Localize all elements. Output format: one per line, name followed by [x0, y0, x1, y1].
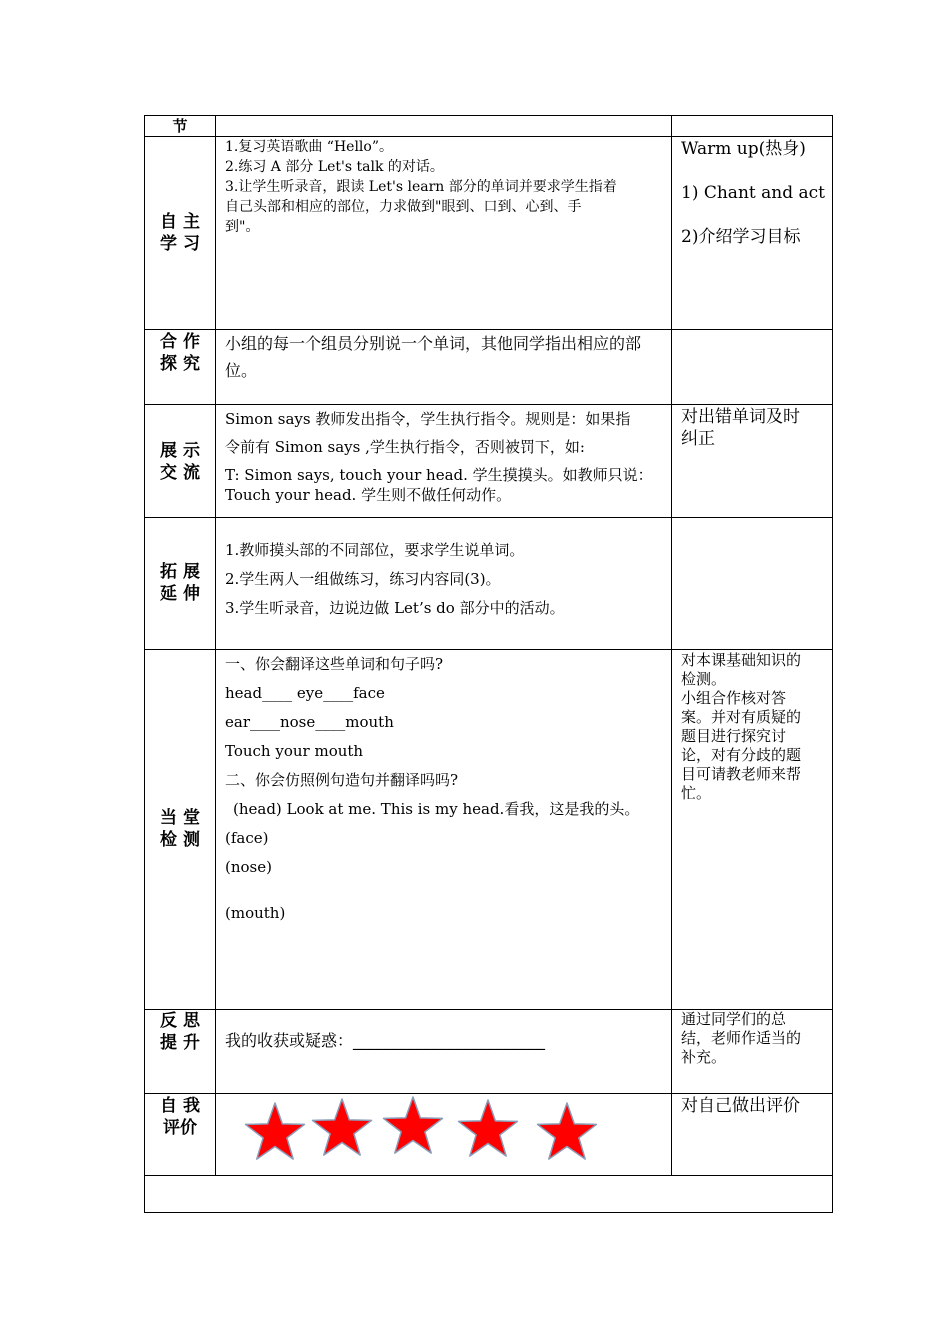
row-divider: [144, 517, 833, 518]
content-line: (mouth): [225, 904, 286, 922]
content-line: Touch your head. 学生则不做任何动作。: [225, 486, 512, 504]
content-line: T: Simon says, touch your head. 学生摸摸头。如教师只说：: [225, 466, 653, 484]
zizhu-note: [681, 138, 831, 248]
row-label-dangtang: [146, 807, 214, 851]
note-line: 对本课基础知识的: [681, 651, 802, 669]
content-line: 2.练习 A 部分 Let's talk 的对话。: [225, 159, 444, 175]
content-line: Touch your mouth: [225, 742, 364, 760]
column-divider: [671, 115, 672, 1176]
row-label-jie: [146, 116, 214, 136]
dangtang-content: [225, 650, 670, 928]
note-line: 补充。: [681, 1048, 727, 1066]
content-line: 到"。: [225, 219, 260, 235]
row-divider: [144, 115, 833, 116]
row-divider: [144, 1175, 833, 1176]
label-text: 检 测: [160, 830, 200, 850]
content-line: 令前有 Simon says ,学生执行指令，否则被罚下，如:: [225, 438, 585, 456]
label-text: 交 流: [160, 463, 200, 483]
content-line: (nose): [225, 858, 272, 876]
note-line: 题目进行探究讨: [681, 727, 787, 745]
note-line: 1) Chant and act: [681, 183, 825, 203]
content-line: head____ eye____face: [225, 684, 385, 702]
note-line: 结，老师作适当的: [681, 1029, 802, 1047]
hezuo-content: [225, 330, 670, 384]
content-line: 自己头部和相应的部位，力求做到"眼到、口到、心到、手: [225, 199, 582, 215]
note-line: 忙。: [681, 784, 712, 802]
content-line: 二、你会仿照例句造句并翻译吗吗?: [225, 771, 459, 789]
dangtang-note: [681, 651, 831, 803]
content-line: 3.学生听录音，边说边做 Let’s do 部分中的活动。: [225, 599, 565, 617]
zhanshi-note: [681, 406, 831, 450]
label-text: 反 思: [160, 1011, 200, 1031]
row-label-fansi: [146, 1010, 214, 1054]
content-line: (head) Look at me. This is my head.看我，这是我的头。: [233, 800, 640, 818]
row-label-zhanshi: [146, 440, 214, 484]
content-line: 位。: [225, 361, 258, 380]
label-text: 探 究: [160, 354, 200, 374]
content-line: ear____nose____mouth: [225, 713, 394, 731]
content-line: 1.教师摸头部的不同部位，要求学生说单词。: [225, 541, 525, 559]
fansi-content: 我的收获或疑惑：________________________: [225, 1031, 546, 1050]
content-line: 2.学生两人一组做练习，练习内容同(3)。: [225, 570, 501, 588]
label-text: 合 作: [160, 332, 200, 352]
label-text: 节: [172, 117, 188, 135]
note-line: 论，对有分歧的题: [681, 746, 802, 764]
row-label-ziwo: [146, 1095, 214, 1139]
star-icon: [381, 1094, 445, 1158]
content-line: 3.让学生听录音，跟读 Let's learn 部分的单词并要求学生指着: [225, 179, 617, 195]
note-line: 检测。: [681, 670, 727, 688]
column-divider: [215, 115, 216, 1176]
row-label-zizhu: [146, 211, 214, 255]
star-icon: [310, 1096, 374, 1160]
star-icon: [456, 1097, 520, 1161]
ziwo-note: 对自己做出评价: [681, 1096, 800, 1116]
note-line: 小组合作核对答: [681, 689, 787, 707]
label-text: 提 升: [160, 1033, 200, 1053]
note-line: 案。并对有质疑的: [681, 708, 802, 726]
tuozhan-content: [225, 536, 670, 623]
note-line: 对出错单词及时: [681, 407, 800, 427]
row-divider: [144, 1212, 833, 1213]
row-label-tuozhan: [146, 561, 214, 605]
label-text: 展 示: [160, 441, 200, 461]
label-text: 评价: [163, 1118, 197, 1138]
content-line: 一、你会翻译这些单词和句子吗?: [225, 655, 444, 673]
row-divider: [144, 1093, 833, 1094]
fansi-note: [681, 1010, 831, 1067]
content-line: 小组的每一个组员分别说一个单词，其他同学指出相应的部: [225, 334, 642, 353]
note-line: 纠正: [681, 429, 715, 449]
row-label-hezuo: [146, 331, 214, 375]
label-text: 学 习: [160, 234, 200, 254]
zizhu-content: [225, 137, 670, 237]
label-text: 拓 展: [160, 562, 200, 582]
zhanshi-content: [225, 405, 670, 505]
column-divider: [832, 115, 833, 1213]
content-line: 1.复习英语歌曲 “Hello”。: [225, 139, 393, 155]
column-divider: [144, 115, 145, 1213]
note-line: Warm up(热身): [681, 139, 806, 159]
label-text: 延 伸: [160, 584, 200, 604]
star-icon: [243, 1100, 307, 1164]
note-line: 通过同学们的总: [681, 1010, 787, 1028]
star-icon: [535, 1100, 599, 1164]
content-line: (face): [225, 829, 269, 847]
content-line: Simon says 教师发出指令，学生执行指令。规则是：如果指: [225, 410, 631, 428]
label-text: 当 堂: [160, 808, 200, 828]
note-line: 2)介绍学习目标: [681, 227, 801, 247]
note-line: 目可请教老师来帮: [681, 765, 802, 783]
label-text: 自 主: [160, 212, 200, 232]
label-text: 自 我: [160, 1096, 200, 1116]
